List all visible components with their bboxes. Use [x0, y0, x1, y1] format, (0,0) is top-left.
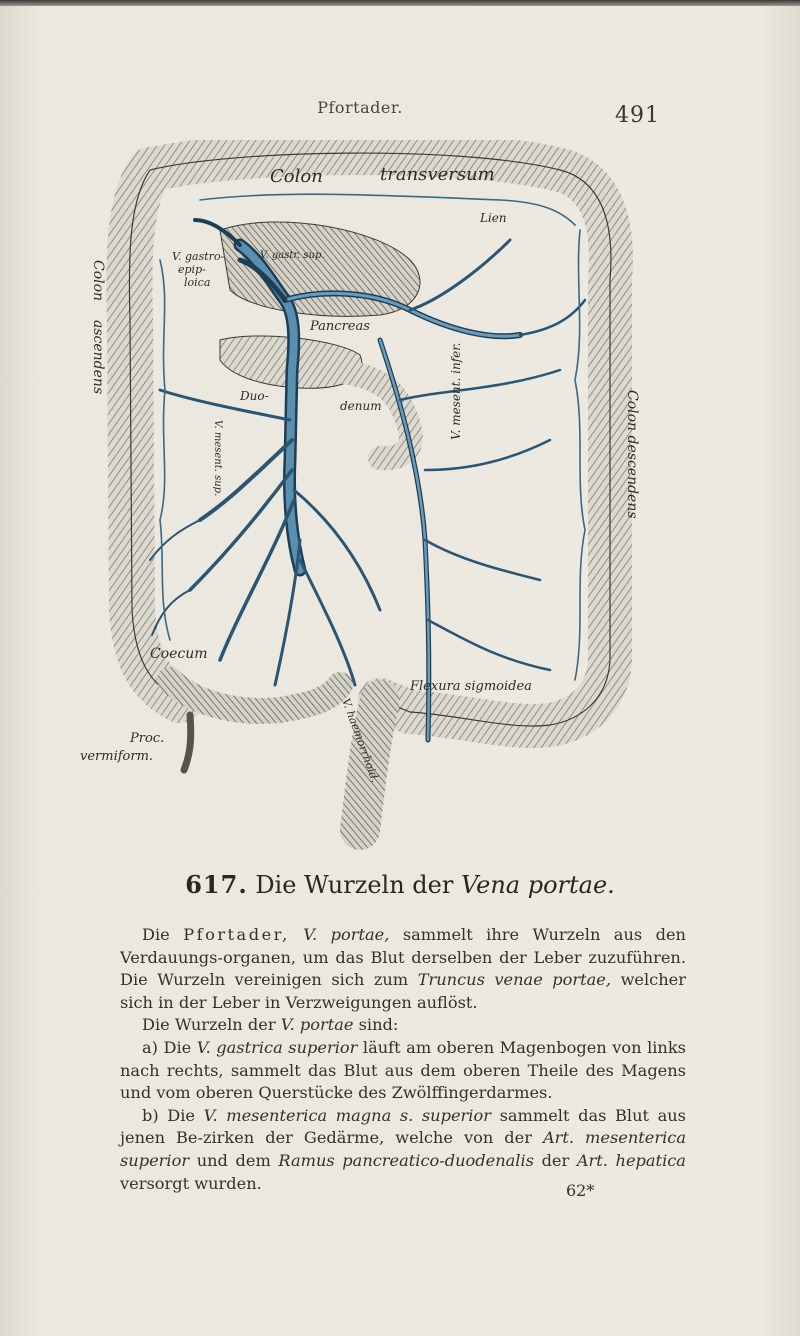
label-v-loica: loica — [184, 276, 211, 289]
page-top-edge — [0, 0, 800, 6]
label-duodenum-left: Duo- — [240, 389, 269, 403]
label-colon-left: Colon — [90, 260, 106, 302]
label-coecum: Coecum — [150, 646, 208, 662]
label-colon-descendens: Colon descendens — [624, 390, 640, 519]
label-vermiform: vermiform. — [80, 749, 154, 764]
label-flexura: Flexura sigmoidea — [410, 679, 532, 694]
p4-text-c: und dem — [196, 1150, 271, 1170]
label-v-epip: epip- — [178, 263, 206, 276]
figure-caption — [0, 870, 800, 899]
p3-text-b: läuft am oberen Magenbogen von links nach rechts, sammelt das Blut aus dem oberen Theile des Magens und vom oberen Querstücke des Zwölffingerdarmes. — [120, 1037, 686, 1103]
p4-text-e: versorgt wurden. — [120, 1173, 262, 1193]
p4-italic-1: V. mesenterica magna s. superior — [203, 1105, 491, 1125]
paragraph-1 — [120, 924, 686, 1014]
p1-text-a: sammelt ihre Wurzeln aus den Verdauungs-organen, um das Blut derselben der Leber zuzuführen. Die Wurzeln vereinigen sich zum — [120, 925, 686, 990]
caption-text: Die Wurzeln der — [255, 871, 454, 899]
p1-italic-1: V. portae, — [303, 925, 390, 944]
label-duodenum-right: denum — [340, 399, 382, 413]
label-v-gastrica-sup: V. gastr. sup. — [260, 250, 325, 261]
anatomy-figure-svg — [80, 140, 640, 860]
p1-text-b: welcher sich in der Leber in Verzweigungen auflöst. — [120, 970, 686, 1012]
p2-italic: V. portae — [280, 1015, 354, 1035]
label-colon-top: Colon — [270, 166, 323, 187]
label-lien: Lien — [480, 211, 507, 225]
signature-mark: 62* — [566, 1181, 595, 1200]
page-number: 491 — [615, 103, 660, 128]
p1-prefix: Die — [142, 925, 170, 944]
label-pancreas: Pancreas — [310, 319, 370, 334]
body-text — [120, 924, 686, 1195]
p4-italic-2: Art. mesenterica superior — [120, 1128, 686, 1170]
label-v-gastro: V. gastro- — [172, 250, 225, 263]
paragraph-3 — [120, 1037, 686, 1105]
p1-italic-2: Truncus venae portae, — [417, 970, 612, 990]
p2-text-a: Die Wurzeln der — [142, 1015, 276, 1035]
portal-vein-illustration — [80, 140, 640, 860]
caption-number: 617. — [185, 870, 248, 899]
paragraph-2 — [120, 1014, 686, 1037]
caption-italic: Vena portae. — [460, 871, 615, 899]
p3-italic: V. gastrica superior — [196, 1037, 358, 1057]
p2-text-b: sind: — [358, 1015, 399, 1035]
p3-text-a: a) Die — [142, 1037, 192, 1057]
label-v-mesent-sup: V. mesent. sup. — [212, 420, 223, 497]
p1-spaced: Pfortader, — [183, 925, 290, 944]
label-colon-transversum: transversum — [380, 164, 495, 185]
paragraph-4 — [120, 1105, 686, 1195]
p4-italic-3: Ramus pancreatico-duodenalis — [278, 1150, 534, 1170]
label-v-haemorrhoid: V. haemorrhoid. — [339, 696, 382, 785]
p4-text-d: der — [541, 1150, 570, 1170]
p4-text-b: sammelt das Blut aus jenen Be-zirken der Gedärme, welche von der — [120, 1105, 686, 1148]
p4-text-a: b) Die — [142, 1105, 196, 1125]
p4-italic-4: Art. hepatica — [576, 1150, 686, 1170]
label-v-mesent-inf: V. mesent. infer. — [449, 342, 463, 440]
label-colon-ascendens: ascendens — [90, 320, 106, 395]
label-proc: Proc. — [130, 731, 165, 746]
running-header: Pfortader. — [317, 98, 403, 117]
